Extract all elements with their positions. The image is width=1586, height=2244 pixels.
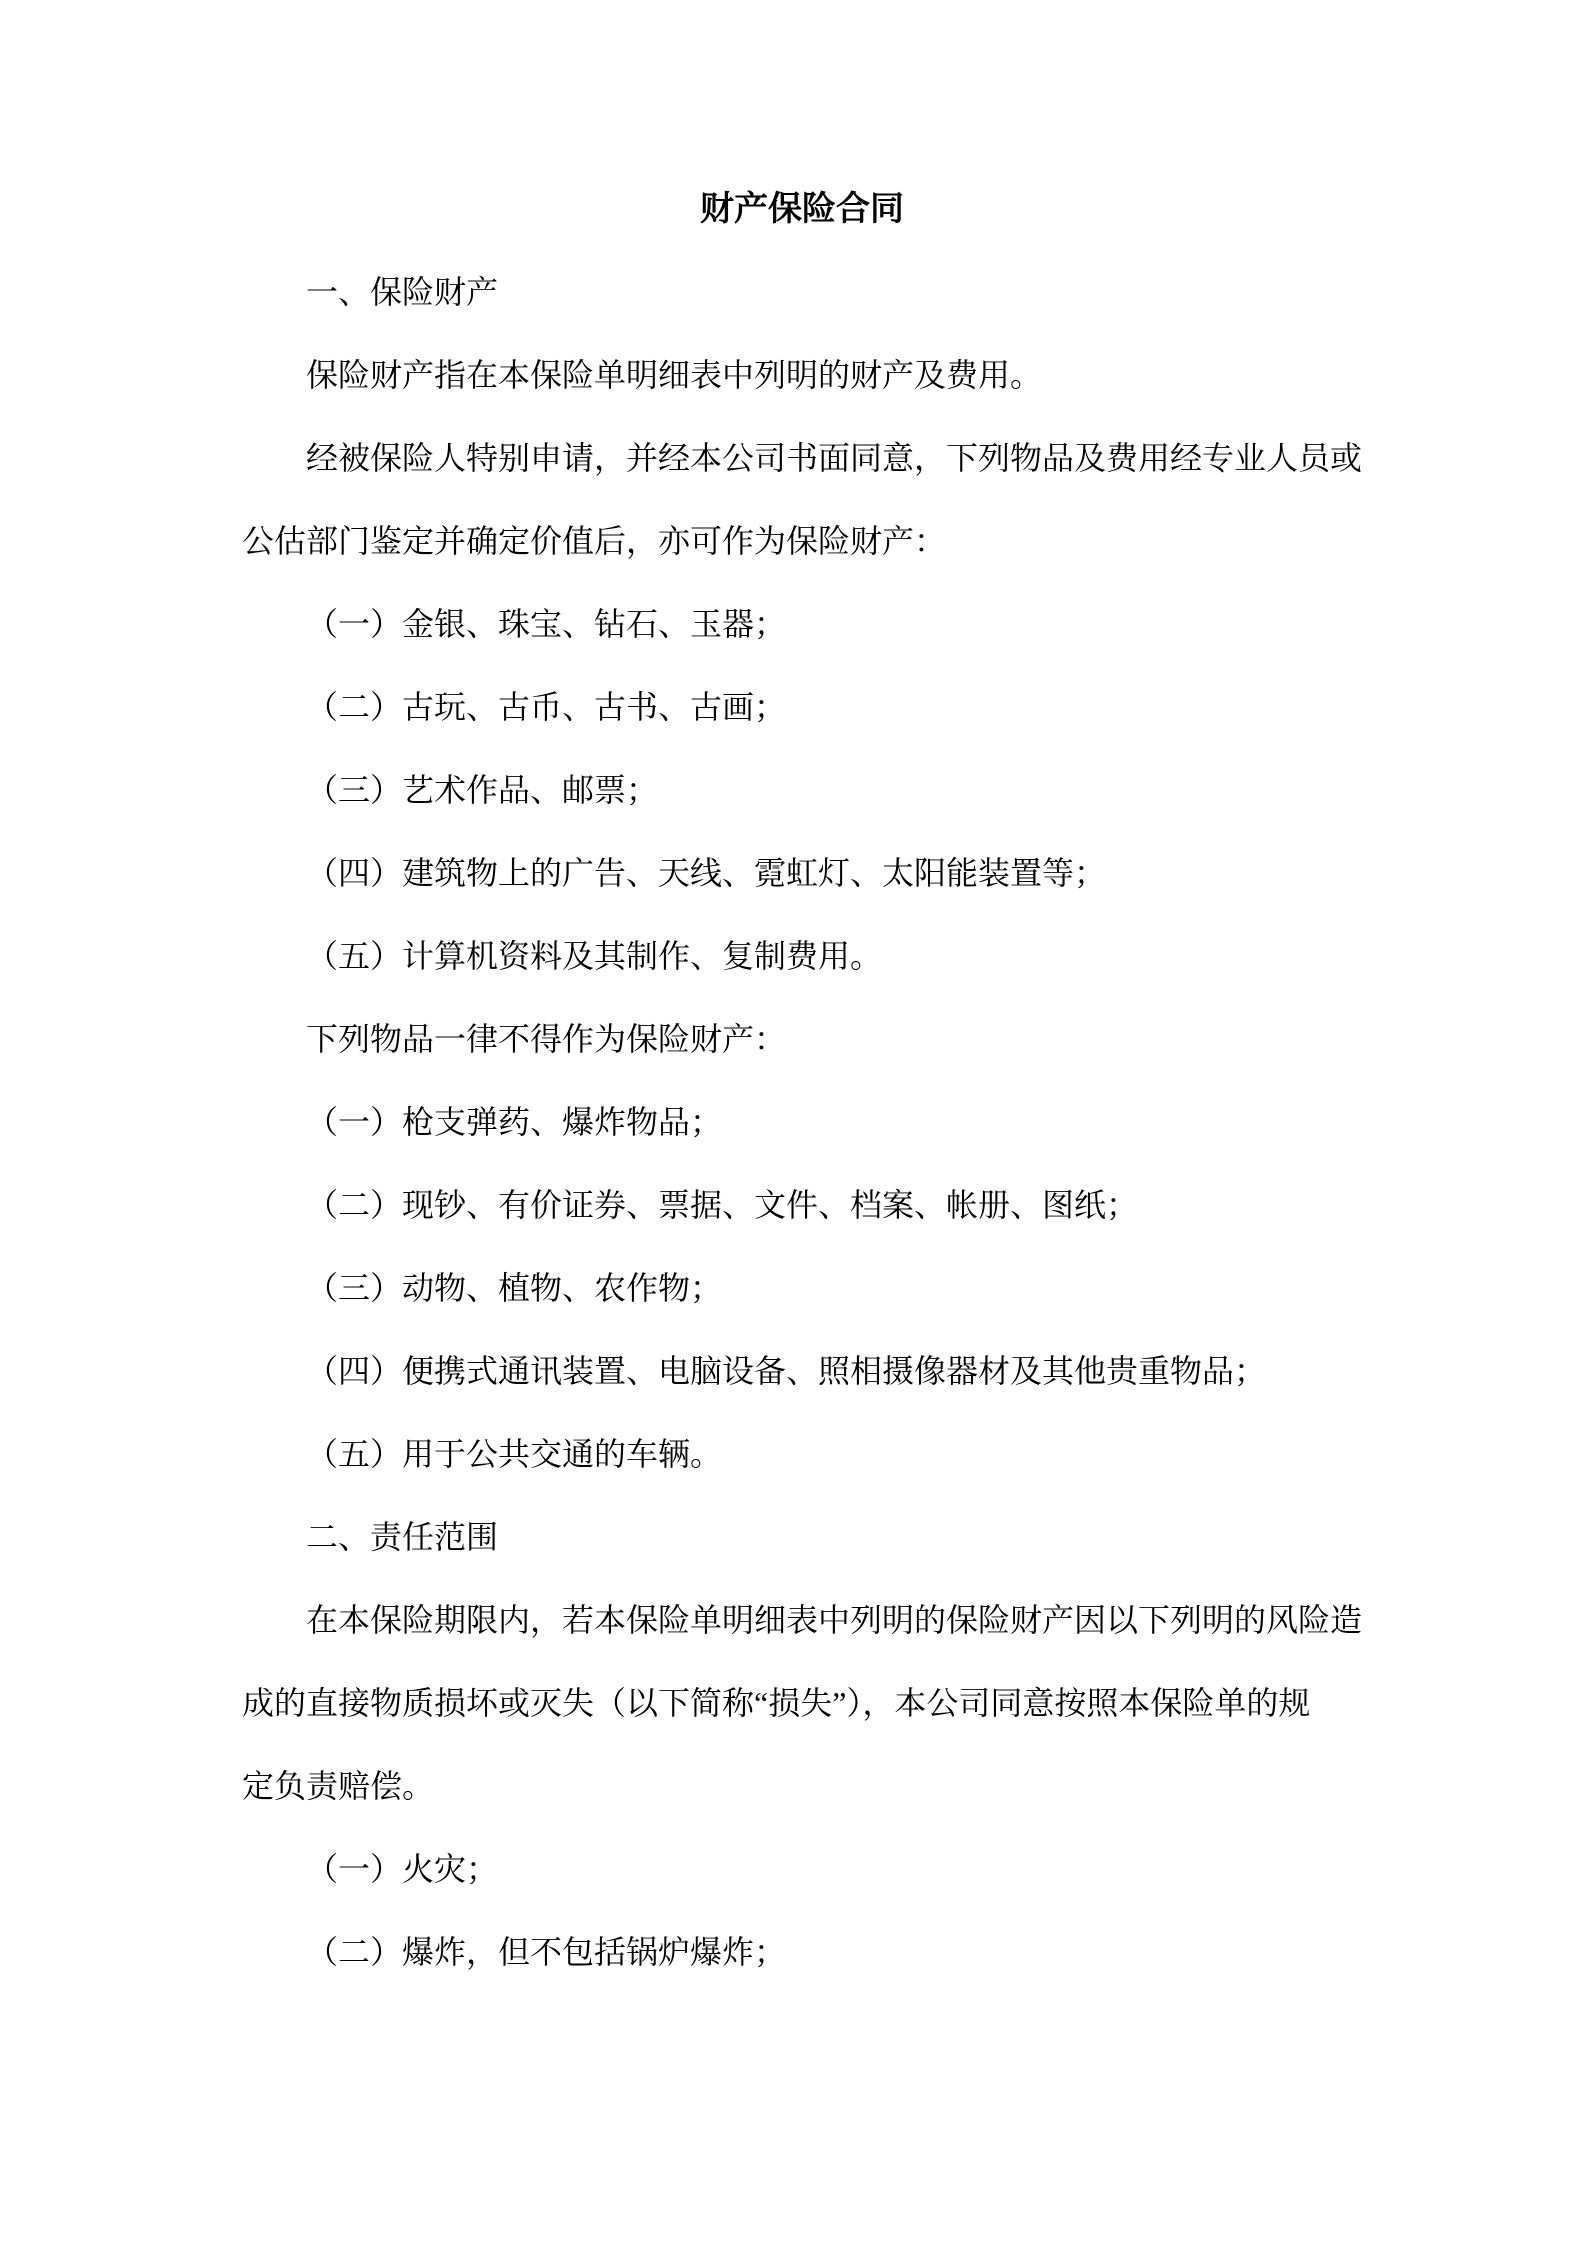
document-text-lines: [242, 251, 1362, 1994]
text-line: （二）古玩、古币、古书、古画；: [306, 689, 787, 725]
text-line: （五）计算机资料及其制作、复制费用。: [306, 938, 883, 974]
text-line: 定负责赔偿。: [242, 1768, 435, 1804]
text-line: （四）便携式通讯装置、电脑设备、照相摄像器材及其他贵重物品；: [306, 1353, 1267, 1389]
text-line: 在本保险期限内，若本保险单明细表中列明的保险财产因以下列明的风险造: [306, 1602, 1363, 1638]
text-line: （一）金银、珠宝、钻石、玉器；: [306, 606, 787, 642]
text-line: （一）枪支弹药、爆炸物品；: [306, 1104, 723, 1140]
text-line: （一）火灾；: [306, 1851, 499, 1887]
text-line: （三）动物、植物、农作物；: [306, 1270, 723, 1306]
text-line: （四）建筑物上的广告、天线、霓虹灯、太阳能装置等；: [306, 855, 1107, 891]
text-line: 一、保险财产: [306, 274, 499, 310]
text-line: 下列物品一律不得作为保险财产：: [306, 1021, 787, 1057]
text-line: 成的直接物质损坏或灭失（以下简称“损失”），本公司同意按照本保险单的规: [242, 1685, 1311, 1721]
text-line: （三）艺术作品、邮票；: [306, 772, 659, 808]
text-line: 经被保险人特别申请，并经本公司书面同意，下列物品及费用经专业人员或: [306, 440, 1363, 476]
text-line: 公估部门鉴定并确定价值后，亦可作为保险财产：: [242, 523, 947, 559]
text-line: （二）爆炸，但不包括锅炉爆炸；: [306, 1934, 787, 1970]
text-line: 二、责任范围: [306, 1519, 499, 1555]
text-line: 保险财产指在本保险单明细表中列明的财产及费用。: [306, 357, 1043, 393]
text-line: （二）现钞、有价证券、票据、文件、档案、帐册、图纸；: [306, 1187, 1139, 1223]
text-line: （五）用于公共交通的车辆。: [306, 1436, 723, 1472]
document-title: 财产保险合同: [700, 191, 904, 228]
